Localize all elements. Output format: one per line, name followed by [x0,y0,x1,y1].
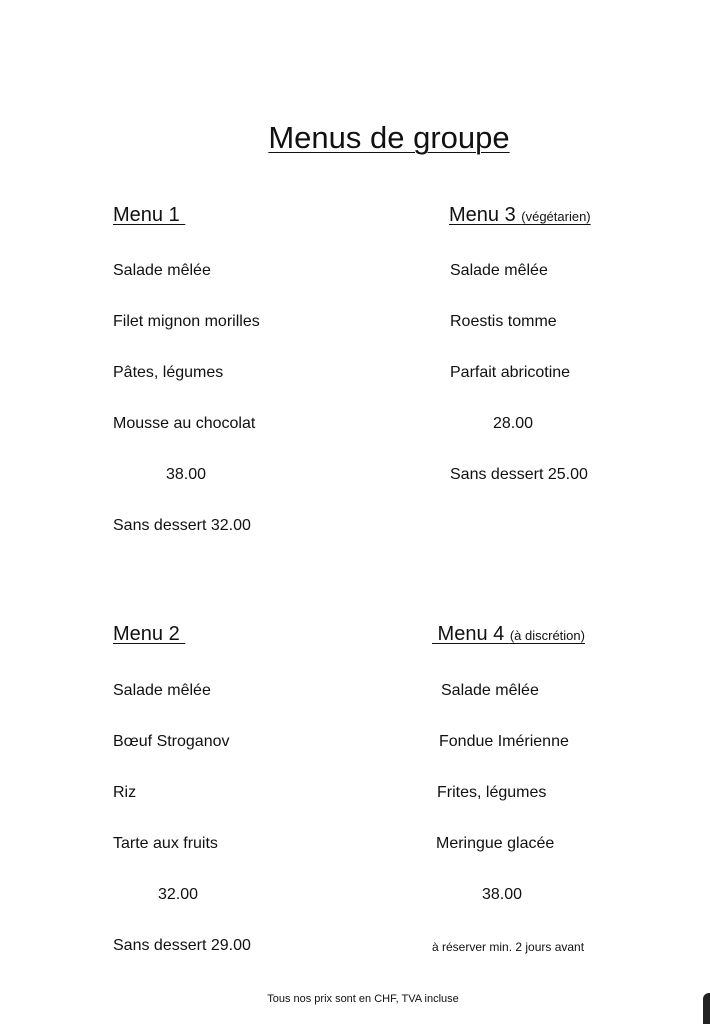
menu-1-item-4: Mousse au chocolat [113,415,256,432]
menu-1-heading [113,204,185,227]
menu-3-without-dessert: Sans dessert 25.00 [450,466,588,483]
menu-2-item-3: Riz [113,784,137,801]
menu-2-item-4: Tarte aux fruits [113,835,218,852]
menu-1-item-1: Salade mêlée [113,262,211,279]
menu-4-item-4: Meringue glacée [436,835,555,852]
menu-2-item-2: Bœuf Stroganov [113,733,230,750]
menu-1-price: 38.00 [166,466,207,483]
menu-1-without-dessert: Sans dessert 32.00 [113,517,251,534]
menu-1-heading-text: Menu 1 [113,204,186,226]
menu-2-heading-text: Menu 2 [113,623,186,645]
menu-1-item-2: Filet mignon morilles [113,313,260,330]
menu-4-note: (à discrétion) [509,628,585,643]
menu-1-item-3: Pâtes, légumes [113,364,224,381]
menu-3-note: (végétarien) [521,209,591,224]
menu-3-item-1: Salade mêlée [450,262,548,279]
footer-note: Tous nos prix sont en CHF, TVA incluse [267,993,459,1005]
menu-3-item-2: Roestis tomme [450,313,557,330]
menu-4-item-2: Fondue Imérienne [439,733,569,750]
menu-3-item-3: Parfait abricotine [450,364,571,381]
menu-3-price: 28.00 [493,415,534,432]
menu-2-heading [113,623,185,646]
page-title: Menus de groupe [268,120,510,155]
menu-4-item-1: Salade mêlée [441,682,539,699]
menu-4-price: 38.00 [482,886,523,903]
menu-4-item-3: Frites, légumes [437,784,547,801]
menu-2-without-dessert: Sans dessert 29.00 [113,937,251,954]
menu-4-heading-text: Menu 4 [432,623,510,645]
page-corner-mark [703,993,710,1024]
menu-2-item-1: Salade mêlée [113,682,211,699]
menu-4-booking-note: à réserver min. 2 jours avant [432,940,585,954]
menu-4-heading [432,623,585,646]
menu-3-heading-text: Menu 3 [449,204,522,226]
menu-2-price: 32.00 [158,886,199,903]
menu-3-heading [449,204,591,227]
